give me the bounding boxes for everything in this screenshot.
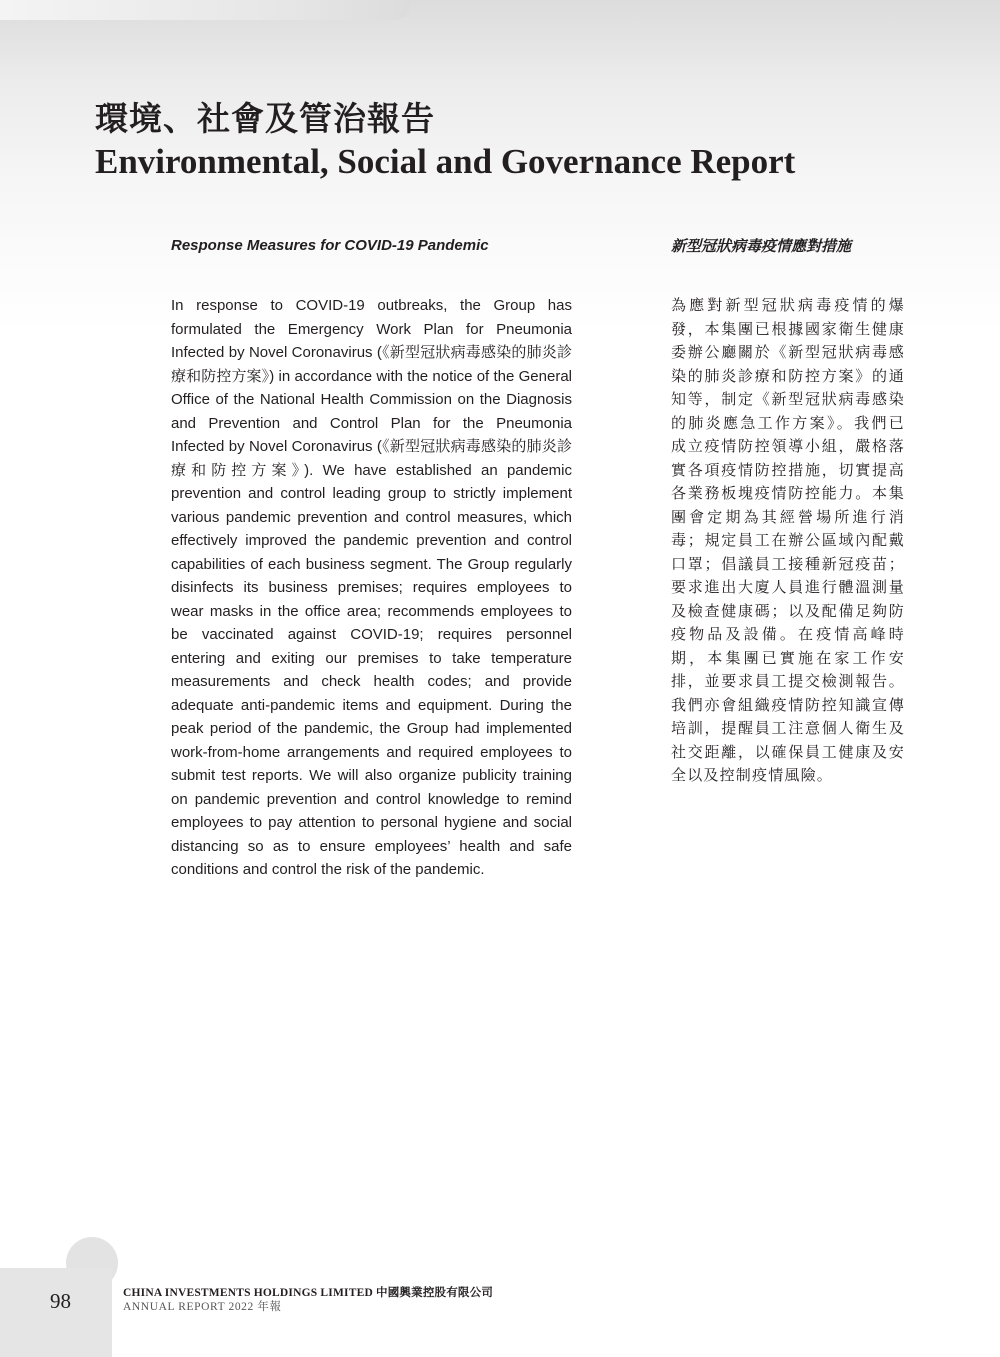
page-title-english: Environmental, Social and Governance Report: [95, 142, 796, 181]
header-tab-decoration: [0, 0, 410, 20]
page-title-chinese: 環境、社會及管治報告: [95, 99, 435, 138]
page-header: [95, 98, 795, 184]
english-column: [171, 234, 572, 882]
footer: [123, 1286, 493, 1314]
footer-company-name: CHINA INVESTMENTS HOLDINGS LIMITED 中國興業控股有限公司: [123, 1287, 494, 1299]
page-number: 98: [50, 1289, 71, 1313]
section-heading-chinese: 新型冠狀病毒疫情應對措施: [671, 237, 852, 255]
section-body-chinese: 為應對新型冠狀病毒疫情的爆發，本集團已根據國家衛生健康委辦公廳關於《新型冠狀病毒感染的肺炎診療和防控方案》的通知等，制定《新型冠狀病毒感染的肺炎應急工作方案》。我們已成立疫情防控領導小組，嚴格落實各項疫情防控措施，切實提高各業務板塊疫情防控能力。本集團會定期為其經營場所進行消毒；規定員工在辦公區域內配戴口罩；倡議員工接種新冠疫苗；要求進出大廈人員進行體溫測量及檢查健康碼；以及配備足夠防疫物品及設備。在疫情高峰時期，本集團已實施在家工作安排，並要求員工提交檢測報告。我們亦會組織疫情防控知識宣傳培訓，提醒員工注意個人衛生及社交距離，以確保員工健康及安全以及控制疫情風險。: [671, 296, 905, 784]
section-heading-english: Response Measures for COVID-19 Pandemic: [171, 237, 489, 254]
footer-report-title: ANNUAL REPORT 2022 年報: [123, 1301, 282, 1313]
section-body-english: In response to COVID-19 outbreaks, the Group has formulated the Emergency Work Plan for Pneumonia Infected by Novel Coronavirus (《新型冠狀病毒感染的肺炎診療和防控方案》) in accordance with the notice of the General Office of the National Health Commission on the Diagnosis and Prevention and Control Plan for the Pneumonia Infected by Novel Coronavirus (《新型冠狀病毒感染的肺炎診療和防控方案》). We have established an pandemic prevention and control leading group to strictly implement various pandemic prevention and control measures, which effectively improved the pandemic prevention and control capabilities of each business segment. The Group regularly disinfects its business premises; requires employees to wear masks in the office area; recommends employees to be vaccinated against COVID-19; requires personnel entering and exiting our premises to take temperature measurements and check health codes; and provide adequate anti-pandemic items and equipment. During the peak period of the pandemic, the Group had implemented work-from-home arrangements and required employees to submit test reports. We will also organize publicity training on pandemic prevention and control knowledge to remind employees to pay attention to personal hygiene and social distancing so as to ensure employees’ health and safe conditions and control the risk of the pandemic.: [171, 297, 572, 878]
chinese-column: [671, 234, 905, 788]
